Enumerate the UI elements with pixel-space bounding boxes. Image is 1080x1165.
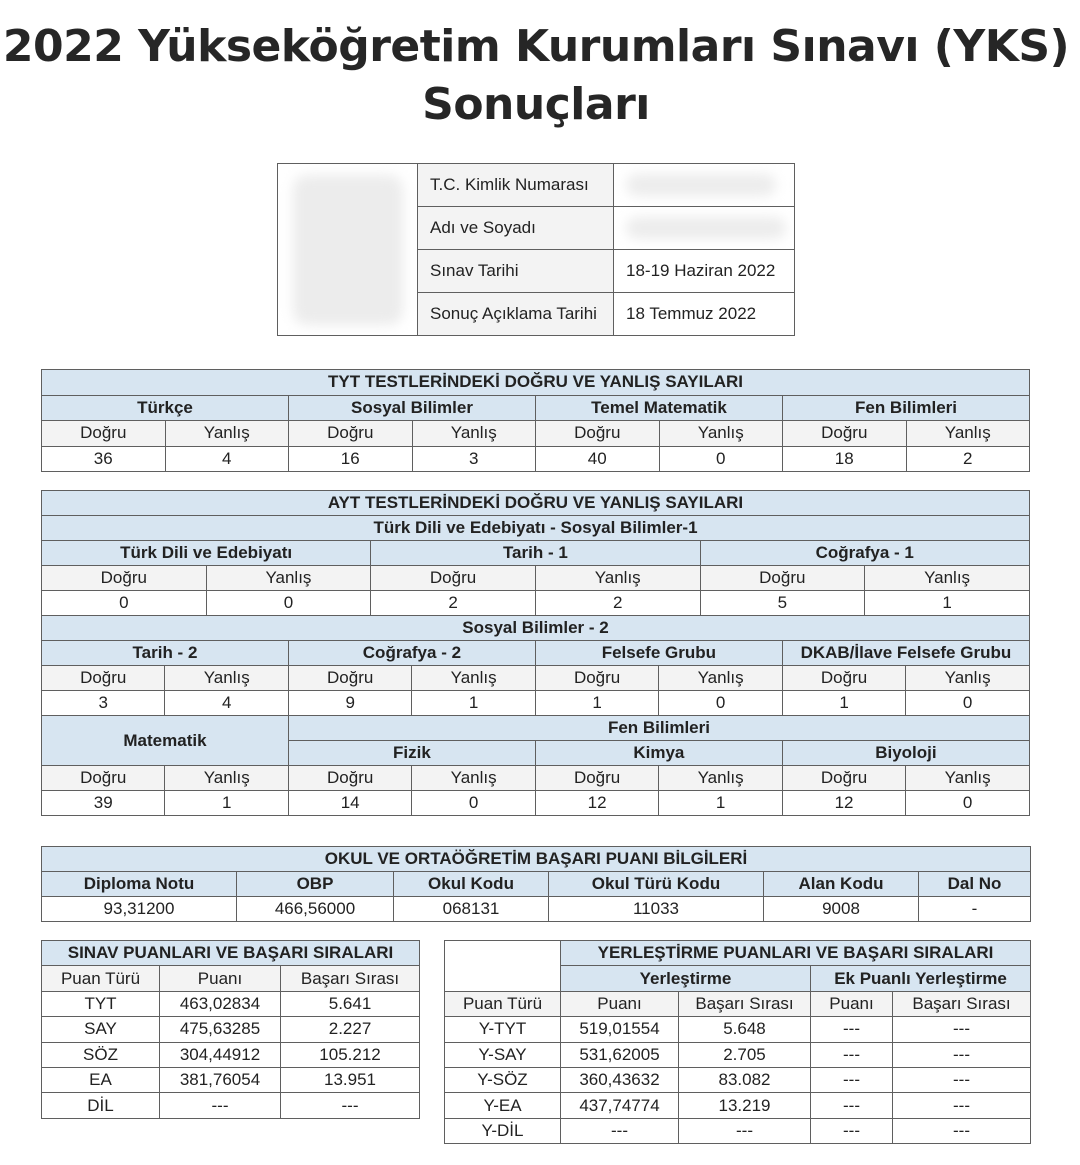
yanlis-value: 2 xyxy=(535,591,700,616)
dogru-header: Doğru xyxy=(288,766,411,791)
score-type: Y-EA xyxy=(445,1093,561,1118)
ayt-results-table xyxy=(41,490,1030,816)
score-value: 531,62005 xyxy=(561,1042,679,1067)
subject-name: Fizik xyxy=(288,741,535,766)
bonus-rank-value: --- xyxy=(893,1017,1031,1042)
dogru-header: Doğru xyxy=(783,421,907,447)
dogru-value: 18 xyxy=(783,446,907,472)
obp-header: Okul Türü Kodu xyxy=(549,872,764,897)
yanlis-value: 1 xyxy=(412,691,535,716)
dogru-value: 3 xyxy=(42,691,165,716)
score-value: 463,02834 xyxy=(160,991,281,1016)
column-header: Puanı xyxy=(160,966,281,991)
yanlis-value: 4 xyxy=(165,691,288,716)
score-type: SÖZ xyxy=(42,1042,160,1067)
column-header: Başarı Sırası xyxy=(679,991,811,1016)
obp-header: Okul Kodu xyxy=(394,872,549,897)
dogru-header: Doğru xyxy=(288,666,411,691)
dogru-value: 39 xyxy=(42,791,165,816)
bonus-rank-value: --- xyxy=(893,1042,1031,1067)
column-header: Puanı xyxy=(811,991,893,1016)
column-header: Puan Türü xyxy=(445,991,561,1016)
yanlis-value: 0 xyxy=(659,691,782,716)
okul-kodu-value: 068131 xyxy=(394,897,549,922)
dogru-header: Doğru xyxy=(782,766,905,791)
score-type: TYT xyxy=(42,991,160,1016)
info-label: Sonuç Açıklama Tarihi xyxy=(418,293,614,336)
tyt-title: TYT TESTLERİNDEKİ DOĞRU VE YANLIŞ SAYILARI xyxy=(42,370,1030,396)
rank-value: 2.227 xyxy=(281,1017,420,1042)
yanlis-value: 1 xyxy=(659,791,782,816)
dogru-value: 36 xyxy=(42,446,166,472)
subject-name: Coğrafya - 2 xyxy=(288,641,535,666)
rank-value: --- xyxy=(281,1093,420,1118)
yanlis-header: Yanlış xyxy=(659,766,782,791)
yanlis-header: Yanlış xyxy=(865,566,1030,591)
rank-value: 13.219 xyxy=(679,1093,811,1118)
score-value: --- xyxy=(561,1118,679,1143)
yanlis-header: Yanlış xyxy=(906,666,1030,691)
subject-name: Fen Bilimleri xyxy=(783,395,1030,421)
dogru-header: Doğru xyxy=(782,666,905,691)
ayt-title: AYT TESTLERİNDEKİ DOĞRU VE YANLIŞ SAYILARI xyxy=(42,491,1030,516)
rank-value: 5.648 xyxy=(679,1017,811,1042)
dogru-value: 0 xyxy=(42,591,207,616)
yanlis-value: 4 xyxy=(165,446,289,472)
bonus-score-value: --- xyxy=(811,1017,893,1042)
yanlis-header: Yanlış xyxy=(165,421,289,447)
result-date-value: 18 Temmuz 2022 xyxy=(614,293,795,336)
column-header: Başarı Sırası xyxy=(893,991,1031,1016)
dogru-value: 1 xyxy=(535,691,658,716)
yanlis-header: Yanlış xyxy=(206,566,371,591)
obp-header: OBP xyxy=(237,872,394,897)
score-type: Y-SAY xyxy=(445,1042,561,1067)
score-type: Y-TYT xyxy=(445,1017,561,1042)
score-value: 381,76054 xyxy=(160,1067,281,1092)
yanlis-header: Yanlış xyxy=(906,766,1030,791)
exam-date-value: 18-19 Haziran 2022 xyxy=(614,250,795,293)
bonus-score-value: --- xyxy=(811,1118,893,1143)
yanlis-value: 0 xyxy=(906,691,1030,716)
score-value: 519,01554 xyxy=(561,1017,679,1042)
yanlis-value: 0 xyxy=(206,591,371,616)
dogru-value: 2 xyxy=(371,591,536,616)
dogru-header: Doğru xyxy=(536,421,660,447)
score-type: Y-DİL xyxy=(445,1118,561,1143)
info-label: Adı ve Soyadı xyxy=(418,207,614,250)
column-header: Puan Türü xyxy=(42,966,160,991)
ayt-section-2: Sosyal Bilimler - 2 xyxy=(42,616,1030,641)
dogru-header: Doğru xyxy=(700,566,865,591)
bonus-rank-value: --- xyxy=(893,1118,1031,1143)
bonus-score-value: --- xyxy=(811,1093,893,1118)
info-label: Sınav Tarihi xyxy=(418,250,614,293)
dogru-value: 12 xyxy=(782,791,905,816)
yanlis-value: 2 xyxy=(906,446,1030,472)
dogru-value: 5 xyxy=(700,591,865,616)
yanlis-header: Yanlış xyxy=(165,666,288,691)
yanlis-header: Yanlış xyxy=(412,421,536,447)
subject-name: Temel Matematik xyxy=(536,395,783,421)
obp-title: OKUL VE ORTAÖĞRETİM BAŞARI PUANI BİLGİLERİ xyxy=(42,847,1031,872)
score-value: --- xyxy=(160,1093,281,1118)
dogru-header: Doğru xyxy=(42,766,165,791)
rank-value: 105.212 xyxy=(281,1042,420,1067)
okul-turu-kodu-value: 11033 xyxy=(549,897,764,922)
dogru-header: Doğru xyxy=(289,421,413,447)
score-type: DİL xyxy=(42,1093,160,1118)
rank-value: --- xyxy=(679,1118,811,1143)
yanlis-value: 3 xyxy=(412,446,536,472)
dogru-header: Doğru xyxy=(42,566,207,591)
column-header: Puanı xyxy=(561,991,679,1016)
placement-header-spacer xyxy=(445,941,561,992)
score-value: 475,63285 xyxy=(160,1017,281,1042)
tc-kimlik-value-redacted xyxy=(614,164,795,207)
score-type: SAY xyxy=(42,1017,160,1042)
bonus-score-value: --- xyxy=(811,1067,893,1092)
yanlis-header: Yanlış xyxy=(659,666,782,691)
placement-title: YERLEŞTİRME PUANLARI VE BAŞARI SIRALARI xyxy=(561,941,1031,966)
dogru-header: Doğru xyxy=(42,421,166,447)
obp-header: Alan Kodu xyxy=(764,872,919,897)
obp-header: Dal No xyxy=(919,872,1031,897)
yanlis-value: 0 xyxy=(906,791,1030,816)
subject-name-matematik: Matematik xyxy=(42,716,289,766)
score-type: EA xyxy=(42,1067,160,1092)
score-value: 437,74774 xyxy=(561,1093,679,1118)
yanlis-value: 1 xyxy=(165,791,288,816)
bonus-rank-value: --- xyxy=(893,1093,1031,1118)
dogru-value: 16 xyxy=(289,446,413,472)
name-value-redacted xyxy=(614,207,795,250)
yanlis-header: Yanlış xyxy=(659,421,783,447)
subject-name: Kimya xyxy=(535,741,782,766)
obp-info-table xyxy=(41,846,1031,922)
score-value: 360,43632 xyxy=(561,1067,679,1092)
score-type: Y-SÖZ xyxy=(445,1067,561,1092)
yanlis-value: 0 xyxy=(412,791,535,816)
yanlis-value: 1 xyxy=(865,591,1030,616)
obp-value: 466,56000 xyxy=(237,897,394,922)
placement-scores-table xyxy=(444,940,1031,1144)
bonus-rank-value: --- xyxy=(893,1067,1031,1092)
subject-name: Sosyal Bilimler xyxy=(289,395,536,421)
fen-bilimleri-title: Fen Bilimleri xyxy=(288,716,1029,741)
dogru-value: 9 xyxy=(288,691,411,716)
subject-name: Biyoloji xyxy=(782,741,1029,766)
dogru-header: Doğru xyxy=(371,566,536,591)
page-title: 2022 Yükseköğretim Kurumları Sınavı (YKS) Sonuçları xyxy=(2,21,1070,130)
column-header: Başarı Sırası xyxy=(281,966,420,991)
dogru-value: 1 xyxy=(782,691,905,716)
yanlis-header: Yanlış xyxy=(165,766,288,791)
subject-name: DKAB/İlave Felsefe Grubu xyxy=(782,641,1029,666)
candidate-photo-redacted xyxy=(278,164,418,336)
score-value: 304,44912 xyxy=(160,1042,281,1067)
alan-kodu-value: 9008 xyxy=(764,897,919,922)
subject-name: Coğrafya - 1 xyxy=(700,541,1030,566)
yanlis-value: 0 xyxy=(659,446,783,472)
dogru-header: Doğru xyxy=(535,766,658,791)
placement-group: Yerleştirme xyxy=(561,966,811,991)
info-label: T.C. Kimlik Numarası xyxy=(418,164,614,207)
rank-value: 13.951 xyxy=(281,1067,420,1092)
rank-value: 2.705 xyxy=(679,1042,811,1067)
exam-scores-table xyxy=(41,940,420,1119)
diploma-notu-value: 93,31200 xyxy=(42,897,237,922)
dogru-value: 14 xyxy=(288,791,411,816)
subject-name: Tarih - 1 xyxy=(371,541,700,566)
dogru-header: Doğru xyxy=(42,666,165,691)
dogru-value: 12 xyxy=(535,791,658,816)
subject-name: Türk Dili ve Edebiyatı xyxy=(42,541,371,566)
yanlis-header: Yanlış xyxy=(412,666,535,691)
candidate-info-table xyxy=(277,163,795,336)
ayt-section-1: Türk Dili ve Edebiyatı - Sosyal Bilimler-1 xyxy=(42,516,1030,541)
bonus-score-value: --- xyxy=(811,1042,893,1067)
yanlis-header: Yanlış xyxy=(412,766,535,791)
obp-header: Diploma Notu xyxy=(42,872,237,897)
yanlis-header: Yanlış xyxy=(535,566,700,591)
dogru-value: 40 xyxy=(536,446,660,472)
subject-name: Tarih - 2 xyxy=(42,641,289,666)
exam-scores-title: SINAV PUANLARI VE BAŞARI SIRALARI xyxy=(42,941,420,966)
subject-name: Felsefe Grubu xyxy=(535,641,782,666)
rank-value: 83.082 xyxy=(679,1067,811,1092)
dal-no-value: - xyxy=(919,897,1031,922)
yanlis-header: Yanlış xyxy=(906,421,1030,447)
bonus-placement-group: Ek Puanlı Yerleştirme xyxy=(811,966,1031,991)
subject-name: Türkçe xyxy=(42,395,289,421)
dogru-header: Doğru xyxy=(535,666,658,691)
rank-value: 5.641 xyxy=(281,991,420,1016)
tyt-results-table xyxy=(41,369,1030,472)
